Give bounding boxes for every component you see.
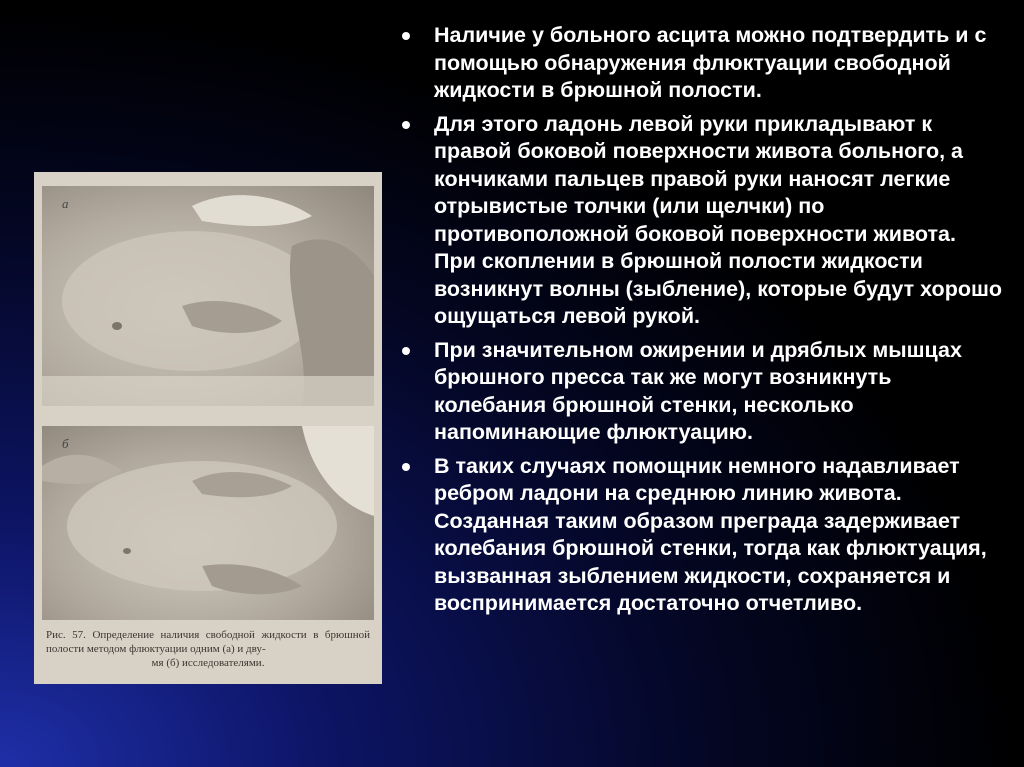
photo-a-one-examiner	[42, 186, 374, 406]
figure-caption	[42, 628, 374, 670]
bullet-dot-icon	[402, 347, 410, 355]
bullet-dot-icon	[402, 121, 410, 129]
bullet-text: При значительном ожирении и дряблых мышцах брюшного пресса так же могут возникнуть колебания брюшной стенки, несколько напоминающие флюктуацию.	[434, 337, 962, 444]
figure-caption-last: мя (б) исследователями.	[151, 657, 265, 669]
bullet-item	[402, 111, 1002, 331]
bullet-text: Для этого ладонь левой руки прикладывают к правой боковой поверхности живота больного, а кончиками пальцев правой руки наносят легкие отрывистые толчки (или щелчки) по противоположной боковой поверхности живота. При скоплении в брюшной полости жидкости возникнут волны (зыбление), которые будут хорошо ощущаться левой рукой.	[434, 111, 1003, 328]
figure-57	[34, 172, 382, 684]
photo-a-illustration	[42, 186, 374, 406]
figure-caption-line: Рис. 57. Определение наличия свободной жидкости в брюшной полости методом флюктуации одним (а) и дву-	[46, 629, 370, 655]
bullet-item	[402, 22, 1002, 105]
photo-a-label: а	[62, 196, 69, 211]
bullet-list	[402, 22, 1002, 624]
bullet-text: В таких случаях помощник немного надавливает ребром ладони на среднюю линию живота. Созданная таким образом преграда задерживает колебания брюшной стенки, тогда как флюктуация, вызванная зыблением жидкости, сохраняется и воспринимается достаточно отчетливо.	[434, 453, 987, 615]
bullet-item	[402, 453, 1002, 618]
photo-b-two-examiners	[42, 426, 374, 620]
photo-b-illustration	[42, 426, 374, 620]
bullet-item	[402, 337, 1002, 447]
photo-b-label: б	[62, 436, 69, 451]
bullet-dot-icon	[402, 463, 410, 471]
bullet-dot-icon	[402, 32, 410, 40]
bullet-text: Наличие у больного асцита можно подтвердить и с помощью обнаружения флюктуации свободной жидкости в брюшной полости.	[434, 23, 987, 102]
